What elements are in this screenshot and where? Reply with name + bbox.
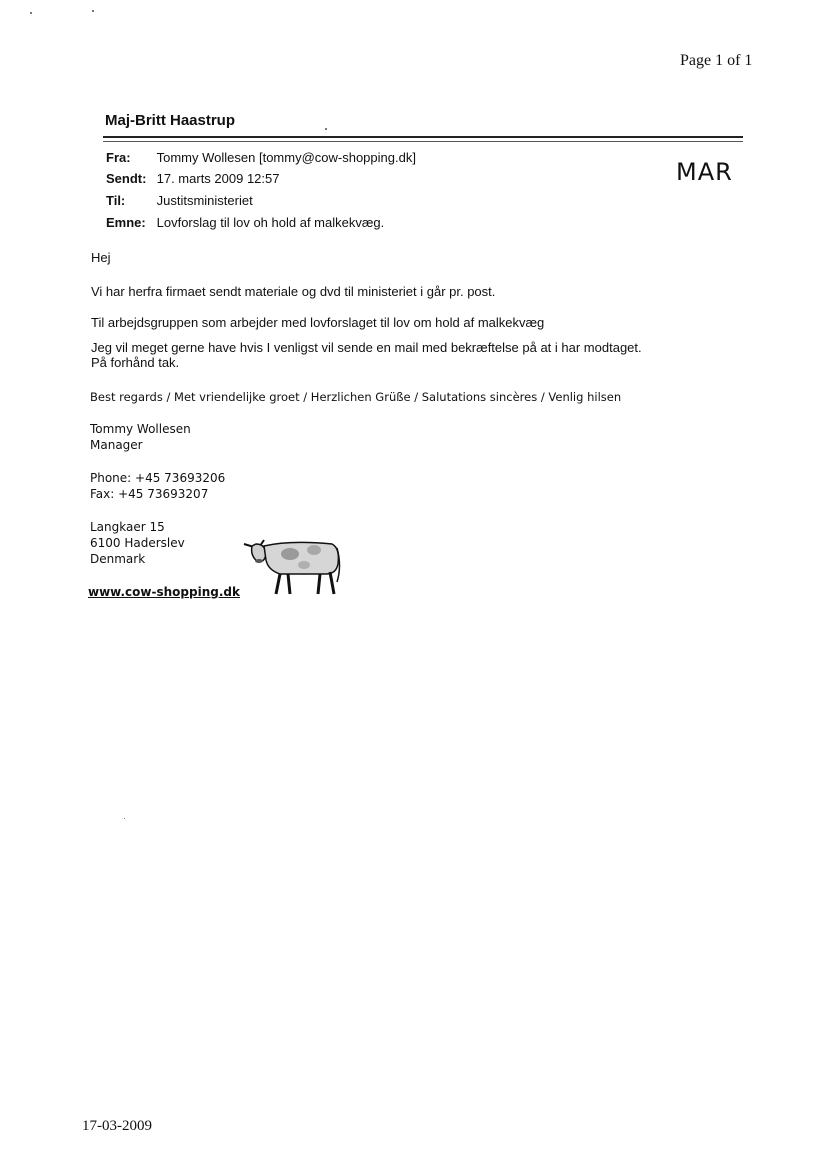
signature-phone: Phone: +45 73693206 xyxy=(90,471,226,485)
greeting: Hej xyxy=(91,250,111,265)
website-link[interactable]: www.cow-shopping.dk xyxy=(88,585,240,599)
subject-value: Lovforslag til lov oh hold af malkekvæg. xyxy=(156,215,385,230)
mailbox-owner-name: Maj-Britt Haastrup xyxy=(105,112,236,129)
header-divider xyxy=(103,136,743,138)
signature-city: 6100 Haderslev xyxy=(90,536,185,550)
footer-date: 17-03-2009 xyxy=(82,1118,152,1134)
signature-country: Denmark xyxy=(90,552,146,566)
sent-label: Sendt: xyxy=(106,171,147,186)
body-paragraph-3b: På forhånd tak. xyxy=(91,355,180,370)
scan-speck xyxy=(124,818,125,819)
from-value: Tommy Wollesen [tommy@cow-shopping.dk] xyxy=(156,150,416,165)
signature-regards: Best regards / Met vriendelijke groet / Herzlichen Grüße / Salutations sincères / Venlig hilsen xyxy=(90,390,622,404)
body-paragraph-3: Jeg vil meget gerne have hvis I venligst vil sende en mail med bekræftelse på at i har modtaget. xyxy=(91,340,642,355)
scan-speck xyxy=(30,12,32,14)
subject-label: Emne: xyxy=(106,215,146,230)
signature-name: Tommy Wollesen xyxy=(90,422,191,436)
to-value: Justitsministeriet xyxy=(156,193,253,208)
scan-speck xyxy=(92,10,94,12)
handwritten-initials: MAR xyxy=(676,158,733,186)
signature-fax: Fax: +45 73693207 xyxy=(90,487,209,501)
from-label: Fra: xyxy=(106,150,131,165)
header-to-row xyxy=(106,193,253,208)
header-sent-row xyxy=(106,171,279,186)
to-label: Til: xyxy=(106,193,126,208)
signature-street: Langkaer 15 xyxy=(90,520,165,534)
page-indicator: Page 1 of 1 xyxy=(680,52,753,69)
body-paragraph-2: Til arbejdsgruppen som arbejder med lovforslaget til lov om hold af malkekvæg xyxy=(91,315,545,330)
signature-title: Manager xyxy=(90,438,143,452)
header-from-row xyxy=(106,150,416,165)
header-subject-row xyxy=(106,215,384,230)
header-divider-thin xyxy=(103,141,743,142)
sent-value: 17. marts 2009 12:57 xyxy=(156,171,280,186)
scan-speck xyxy=(325,128,327,130)
body-paragraph-1: Vi har herfra firmaet sendt materiale og dvd til ministeriet i går pr. post. xyxy=(91,284,496,299)
cow-logo-icon xyxy=(240,532,342,598)
